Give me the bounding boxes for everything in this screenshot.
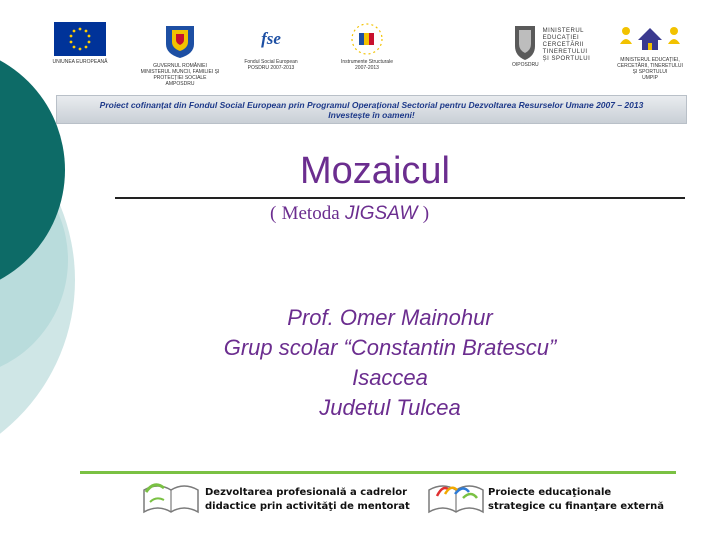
mentoring-book-icon [140,482,202,520]
coat-of-arms-icon [162,22,198,60]
title-underline [115,197,685,199]
footer-left-line-1: Dezvoltarea profesională a cadrelor [205,487,408,498]
government-logo [135,22,225,87]
subtitle-jigsaw: JIGSAW [344,203,418,224]
footer-left-text [205,486,410,514]
projects-book-icon [425,482,487,520]
mect-sub: UMPIP [642,75,658,81]
subtitle-open-paren: ( [270,203,277,224]
mect-caption: MINISTERUL EDUCAȚIEI, CERCETĂRII, TINERETULUI ȘI SPORTULUI [617,57,683,75]
author-name: Prof. Omer Mainohur [287,305,493,330]
footer-right-text [488,486,664,514]
subtitle-metoda: Metoda [281,203,340,224]
cofinancing-banner [56,95,687,124]
fse-logo [243,22,299,71]
eu-logo [52,22,108,65]
eu-flag-icon [54,22,106,56]
page-title: Mozaicul [300,150,450,192]
government-caption: GUVERNUL ROMÂNIEI MINISTERUL MUNCII, FAMILIEI ȘI PROTECȚIEI SOCIALE AMPOSDRU [140,63,220,87]
fse-caption: Fondul Social European POSDRU 2007-2013 [244,59,298,71]
footer-rule [80,471,676,474]
eu-caption: UNIUNEA EUROPEANĂ [52,59,108,65]
banner-line-1: Proiect cofinanțat din Fondul Social European prin Programul Operațional Sectorial pentru Dezvoltarea Resurselor Umane 2007 – 2013 [99,100,644,110]
ministry-sub: OIPOSDRU [512,62,539,68]
banner-line-2: Investește în oameni! [328,110,415,120]
ministry-caption: MINISTERUL EDUCAȚIEI CERCETĂRII TINERETULUI ȘI SPORTULUI [542,28,591,62]
is-caption: Instrumente Structurale 2007-2013 [341,59,393,71]
subtitle [270,203,429,225]
subtitle-close-paren: ) [422,203,430,224]
instrumente-structurale-logo [335,22,399,71]
mect-logo [612,22,688,81]
author-county: Judetul Tulcea [319,395,461,420]
footer-right-line-2: strategice cu finanţare externă [488,501,664,512]
fse-mark: fse [261,29,281,48]
author-school: Grup scolar “Constantin Bratescu” [223,335,557,360]
ministry-logo [512,22,596,68]
ministry-crest-icon [512,22,538,62]
footer-left-line-2: didactice prin activităţi de mentorat [205,501,410,512]
author-block [150,303,630,423]
footer-right-line-1: Proiecte educaţionale [488,487,612,498]
is-logo-icon [347,22,387,56]
decorative-circles [0,0,120,540]
people-house-icon [618,22,682,54]
author-town: Isaccea [352,365,428,390]
